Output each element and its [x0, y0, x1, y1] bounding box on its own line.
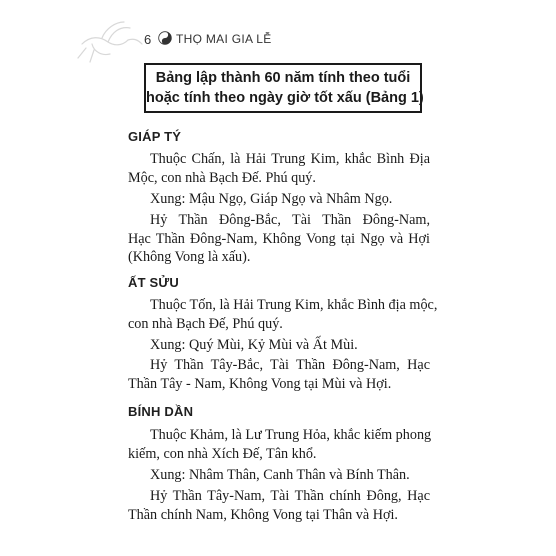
paragraph — [128, 190, 430, 209]
text-line: (Không Vong là xấu). — [128, 249, 251, 265]
paragraph — [128, 487, 430, 524]
text-line: kiếm, con nhà Xích Đế, Tân khổ. — [128, 445, 317, 462]
title-line: Bảng lập thành 60 năm tính theo tuổi — [155, 70, 411, 86]
section-heading: BÍNH DẦN — [128, 404, 194, 419]
text-line: Xung: Mậu Ngọ, Giáp Ngọ và Nhâm Ngọ. — [150, 191, 393, 207]
table-title-box — [144, 63, 422, 113]
text-line: Xung: Nhâm Thân, Canh Thân và Bính Thân. — [150, 467, 410, 483]
text-line: Thần Tây - Nam, Không Vong tại Mùi và Hợi. — [128, 375, 392, 392]
page-number: 6 — [144, 32, 152, 47]
text-line: Hỷ Thần Tây-Nam, Tài Thần chính Đông, Hạc — [150, 488, 430, 504]
crane-ornament-icon — [72, 14, 152, 68]
text-line: Thuộc Tốn, là Hải Trung Kim, khắc Bình địa mộc, — [150, 297, 438, 313]
section-heading: ẤT SỬU — [128, 275, 179, 290]
text-line: Hỷ Thần Đông-Bắc, Tài Thần Đông-Nam, — [150, 212, 430, 228]
text-line: Thần chính Nam, Không Vong tại Thân và Hợi. — [128, 506, 398, 523]
text-line: Hạc Thần Đông-Nam, Không Vong tại Ngọ và Hợi — [128, 230, 430, 247]
paragraph — [128, 466, 430, 485]
running-title: THỌ MAI GIA LỄ — [176, 32, 272, 46]
text-line: Mộc, con nhà Bạch Đế. Phú quý. — [128, 169, 316, 186]
page-header — [78, 28, 478, 54]
text-line: Thuộc Khảm, là Lư Trung Hỏa, khắc kiếm phong — [150, 427, 432, 443]
section-heading: GIÁP TÝ — [128, 129, 182, 144]
paragraph — [128, 296, 438, 333]
yin-yang-icon — [158, 31, 172, 45]
paragraph — [128, 150, 430, 187]
text-line: Hỷ Thần Tây-Bắc, Tài Thần Đông-Nam, Hạc — [150, 357, 430, 373]
text-line: Thuộc Chấn, là Hải Trung Kim, khắc Bình Địa — [150, 151, 430, 167]
text-line: con nhà Bạch Đế, Phú quý. — [128, 315, 283, 332]
paragraph — [128, 336, 430, 355]
text-line: Xung: Quý Mùi, Kỷ Mùi và Ất Mùi. — [150, 337, 358, 353]
paragraph — [128, 211, 430, 267]
paragraph — [128, 356, 430, 393]
title-line: hoặc tính theo ngày giờ tốt xấu (Bảng 1) — [146, 90, 424, 106]
paragraph — [128, 426, 430, 463]
